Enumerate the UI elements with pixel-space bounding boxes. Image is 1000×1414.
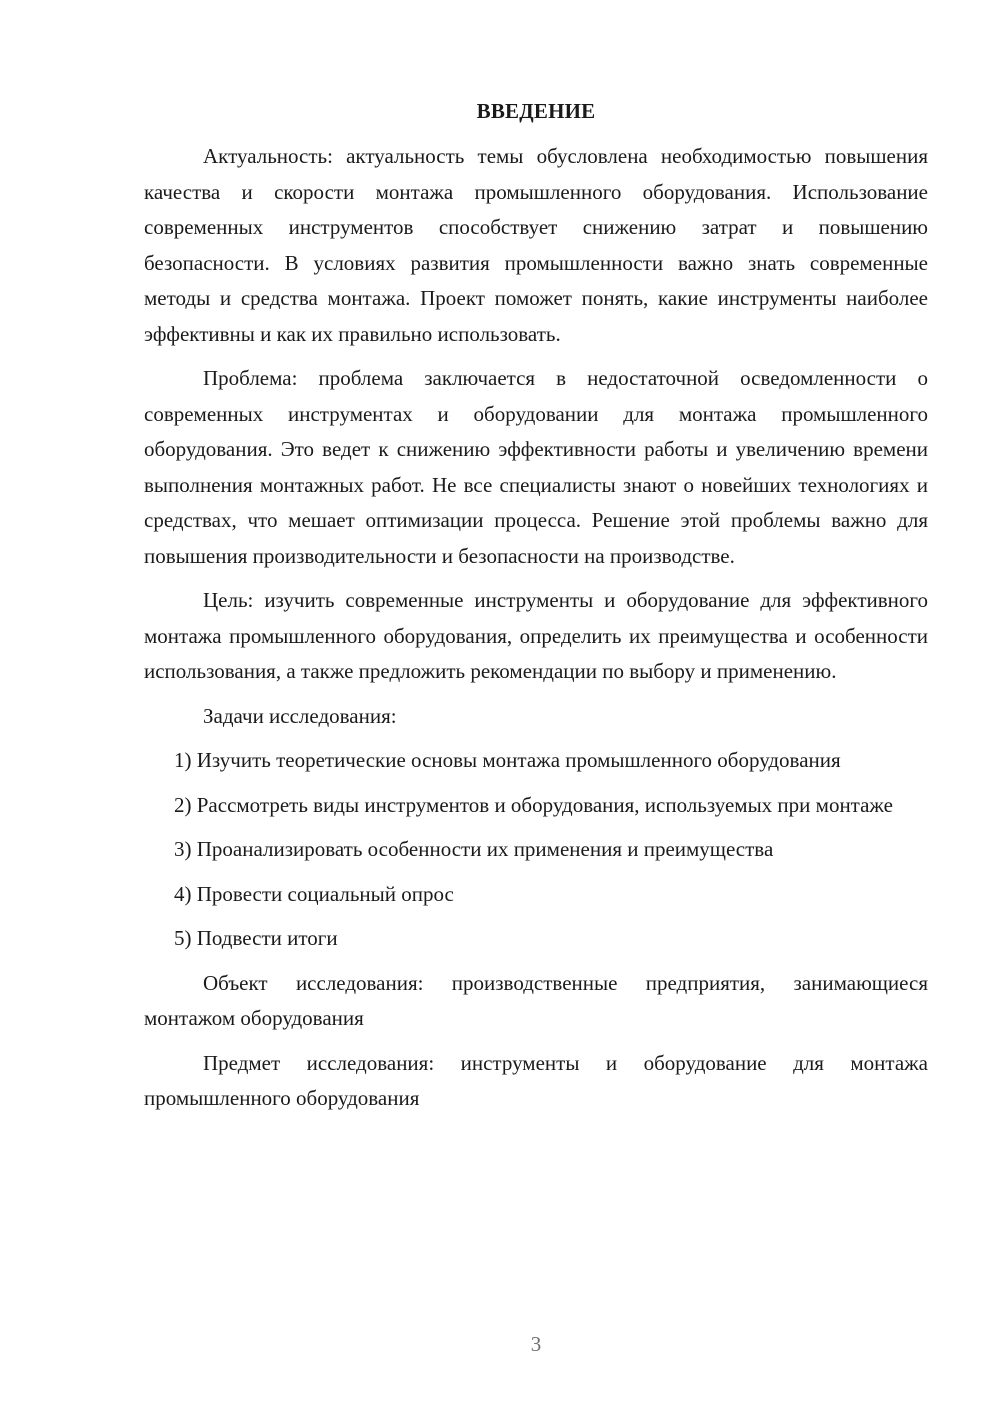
relevance-paragraph: Актуальность: актуальность темы обусловлена необходимостью повышения качества и скорости монтажа промышленного оборудования. Использование современных инструментов способствует снижению затрат и повышению безопасности. В условиях развития промышленности важно знать современные методы и средства монтажа. Проект поможет понять, какие инструменты наиболее эффективны и как их правильно использовать. (144, 144, 928, 346)
task-item: 2) Рассмотреть виды инструментов и оборудования, используемых при монтаже (174, 792, 893, 817)
task-item: 3) Проанализировать особенности их применения и преимущества (174, 837, 774, 861)
task-item: 5) Подвести итоги (174, 926, 338, 950)
section-title: ВВЕДЕНИЕ (476, 99, 596, 123)
document-page (144, 94, 928, 1126)
object-paragraph: Объект исследования: производственные предприятия, занимающиеся монтажом оборудования (144, 970, 928, 1030)
task-item: 4) Провести социальный опрос (174, 881, 454, 906)
subject-paragraph: Предмет исследования: инструменты и оборудование для монтажа промышленного оборудования (144, 1050, 928, 1110)
problem-paragraph: Проблема: проблема заключается в недостаточной осведомленности о современных инструментах и оборудовании для монтажа промышленного оборудования. Это ведет к снижению эффективности работы и увеличению времени выполнения монтажных работ. Не все специалисты знают о новейших технологиях и средствах, что мешает оптимизации процесса. Решение этой проблемы важно для повышения производительности и безопасности на производстве. (144, 366, 928, 568)
page-number: 3 (530, 1332, 542, 1356)
tasks-heading: Задачи исследования: (203, 703, 397, 728)
task-item: 1) Изучить теоретические основы монтажа промышленного оборудования (174, 748, 841, 772)
goal-paragraph: Цель: изучить современные инструменты и оборудование для эффективного монтажа промышленного оборудования, определить их преимущества и особенности использования, а также предложить рекомендации по выбору и применению. (144, 588, 928, 683)
